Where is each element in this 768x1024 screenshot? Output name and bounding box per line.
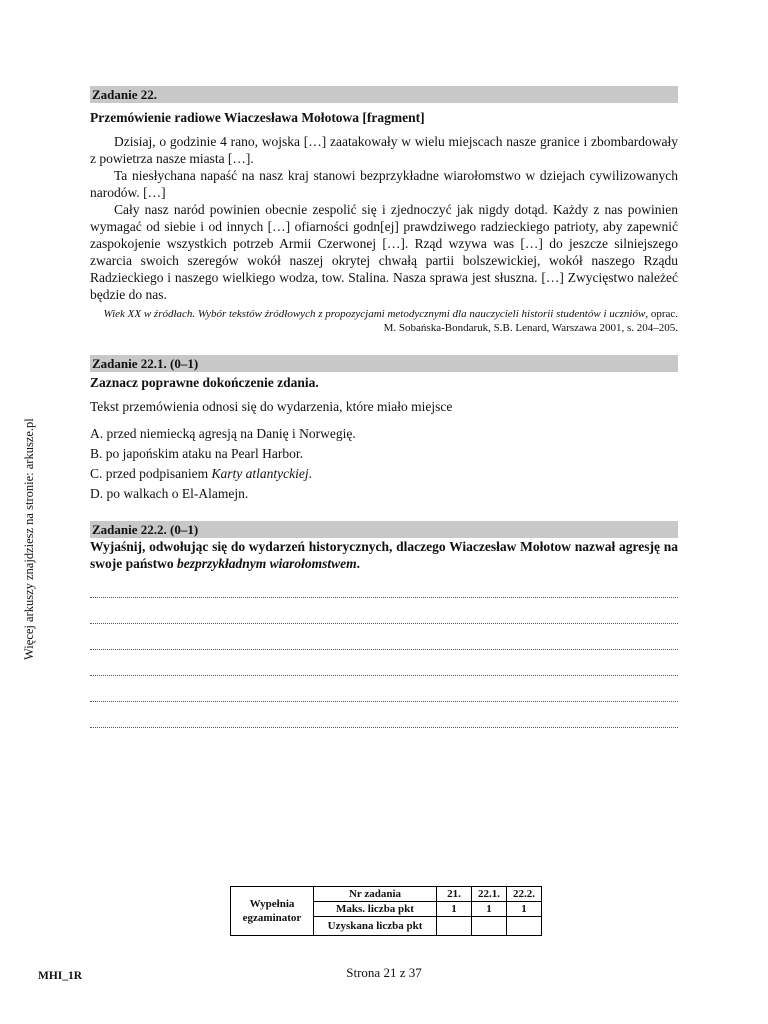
answer-line[interactable] [90,676,678,702]
task-22-1-header: Zadanie 22.1. (0–1) [90,355,678,372]
source-text [90,133,678,303]
page-number: Strona 21 z 37 [346,965,422,980]
task-22-header: Zadanie 22. [90,86,678,103]
max-points-21: 1 [437,902,472,917]
option-d[interactable]: D. po walkach o El-Alamejn. [90,486,249,501]
task-22-2-header: Zadanie 22.2. (0–1) [90,521,678,538]
source-paragraph-3: Cały nasz naród powinien obecnie zespolić się i zjednoczyć jak nigdy dotąd. Każdy z nas powinien wymagać od siebie i od innych […] ofiarności godn[ej] prawdziwego radzieckiego patrioty, aby zapewnić zaspokojenie wszystkich potrzeb Armii Czerwonej […]. Rząd wzywa was […] do jeszcze silniejszego zwarcia swoich szeregów wokół naszej okrytej chwałą partii bolszewickiej, wokół naszego Rządu Radzieckiego i naszego wielkiego wodza, tow. Stalina. Nasza sprawa jest słuszna. […] Zwycięstwo należeć będzie do nas. [90,202,678,302]
filled-by-cell: Wypełnia egzaminator [231,887,314,936]
option-c-prefix: C. przed podpisaniem [90,466,212,481]
answer-line[interactable] [90,702,678,728]
source-paragraph-1: Dzisiaj, o godzinie 4 rano, wojska […] zaatakowały w wielu miejscach nasze granice i zbombardowały z powietrza nasze miasta […]. [90,134,678,166]
page-content [90,86,678,728]
source-paragraph-2: Ta niesłychana napaść na nasz kraj stanowi bezprzykładne wiarołomstwo w dziejach cywilizowanych narodów. […] [90,168,678,200]
side-note: Więcej arkuszy znajdziesz na stronie: arkusze.pl [22,418,36,660]
score-table [230,886,542,936]
question-prefix: Wyjaśnij, odwołując się do wydarzeń historycznych, dlaczego Wiaczesław Mołotow nazwał agresję na swoje państwo [90,539,678,571]
citation-details: , oprac. M. Sobańska-Bondaruk, S.B. Lenard, Warszawa 2001, s. 204–205. [383,308,678,334]
obtained-points-21[interactable] [437,917,472,936]
option-c[interactable] [90,464,678,484]
task-22-2-question [90,538,678,572]
answer-line[interactable] [90,598,678,624]
source-title: Przemówienie radiowe Wiaczesława Mołotowa [fragment] [90,110,425,125]
question-italic: bezprzykładnym wiarołomstwem [177,556,357,571]
task-22-1-stem: Tekst przemówienia odnosi się do wydarzenia, które miało miejsce [90,399,453,414]
answer-area[interactable] [90,572,678,728]
exam-code: MHI_1R [38,970,83,982]
max-points-22-1: 1 [472,902,507,917]
option-c-italic: Karty atlantyckiej [211,466,309,481]
obtained-points-22-1[interactable] [472,917,507,936]
answer-options [90,424,678,504]
option-b[interactable]: B. po japońskim ataku na Pearl Harbor. [90,446,303,461]
source-citation [90,307,678,335]
answer-line[interactable] [90,650,678,676]
max-points-label: Maks. liczba pkt [314,902,437,917]
obtained-points-label: Uzyskana liczba pkt [314,917,437,936]
task-number-22-1: 22.1. [472,887,507,902]
obtained-points-22-2[interactable] [507,917,542,936]
answer-line[interactable] [90,572,678,598]
task-number-21: 21. [437,887,472,902]
task-22-1-instruction: Zaznacz poprawne dokończenie zdania. [90,375,319,390]
answer-line[interactable] [90,624,678,650]
question-suffix: . [356,556,361,571]
option-a[interactable]: A. przed niemiecką agresją na Danię i Norwegię. [90,426,356,441]
citation-title: Wiek XX w źródłach. Wybór tekstów źródłowych z propozycjami metodycznymi dla nauczycieli historii studentów i uczniów [103,308,646,320]
option-c-suffix: . [308,466,312,481]
max-points-22-2: 1 [507,902,542,917]
task-number-22-2: 22.2. [507,887,542,902]
task-number-label: Nr zadania [314,887,437,902]
